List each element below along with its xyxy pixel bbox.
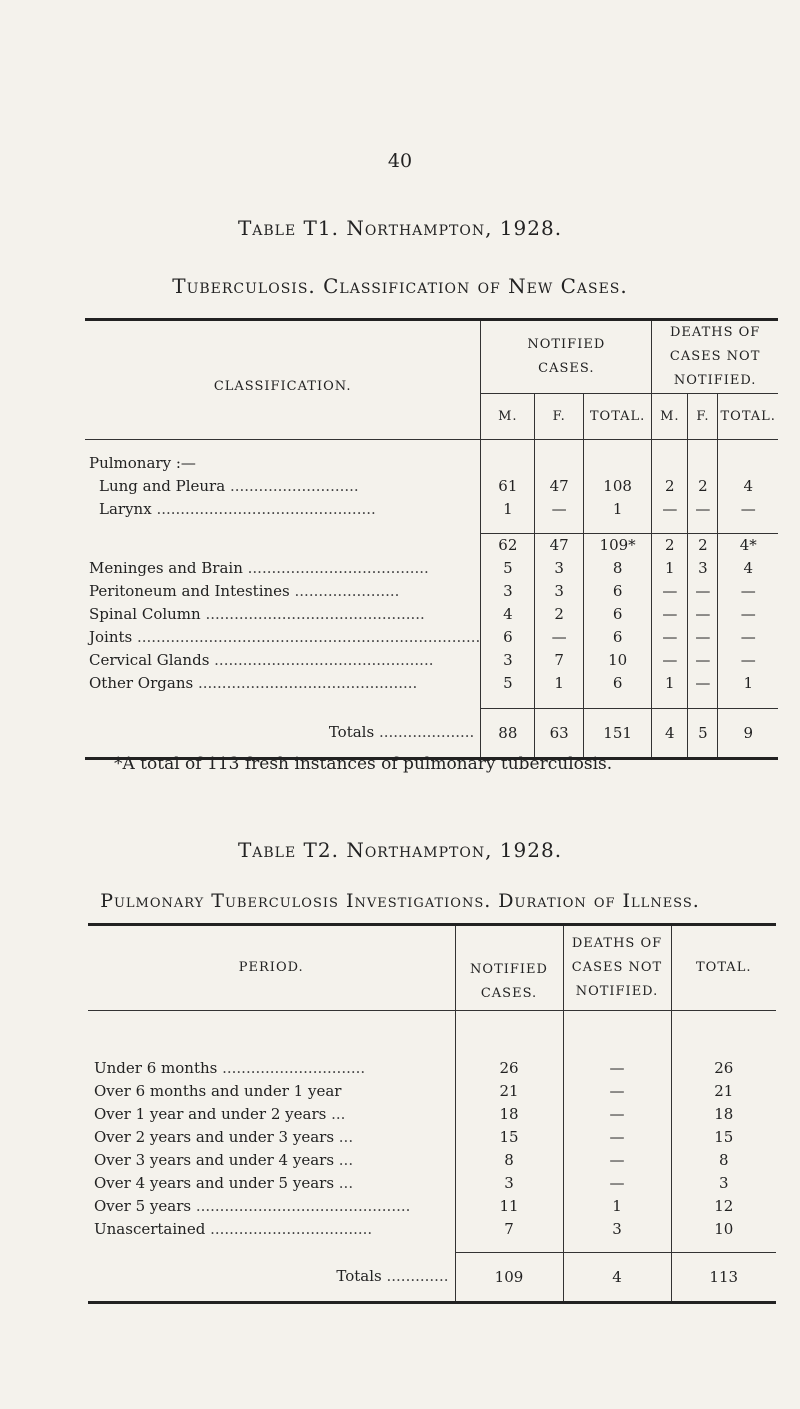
- cell: 7: [535, 649, 584, 672]
- cell: —: [563, 1080, 671, 1103]
- header-notified-cases: NOTIFIED CASES.: [481, 320, 652, 394]
- cell: 4: [718, 475, 778, 498]
- table1: [85, 318, 778, 760]
- row-label: Spinal Column: [89, 604, 201, 623]
- cell: 26: [455, 1057, 563, 1080]
- row-label: Meninges and Brain: [89, 558, 243, 577]
- cell: 6: [583, 603, 651, 626]
- table2-title: Table T2. Northampton, 1928.: [237, 838, 563, 862]
- row-label: Over 6 months and under 1 year: [94, 1081, 342, 1100]
- cell: —: [563, 1057, 671, 1080]
- cell: 4*: [718, 533, 778, 557]
- table1-subtitle: Tuberculosis. Classification of New Cases.: [172, 274, 628, 298]
- row-label: Unascertained: [94, 1219, 206, 1238]
- table-row: Peritoneum and Intestines ...................... 3 3 6 — — —: [85, 580, 778, 603]
- cell: —: [652, 603, 688, 626]
- cell: 2: [688, 475, 718, 498]
- cell: 6: [583, 580, 651, 603]
- header-classification: CLASSIFICATION.: [213, 379, 352, 394]
- cell: 109: [455, 1253, 563, 1303]
- cell: 1: [718, 672, 778, 695]
- cell: —: [688, 603, 718, 626]
- table-row: [88, 1080, 776, 1103]
- cell: —: [563, 1172, 671, 1195]
- row-label: Over 4 years and under 5 years: [94, 1173, 335, 1192]
- cell: —: [652, 626, 688, 649]
- header-deaths-m: M.: [652, 394, 688, 440]
- cell: —: [718, 580, 778, 603]
- cell: —: [718, 649, 778, 672]
- cell: 2: [688, 533, 718, 557]
- table-row: Joints ........................................................................ 6 — 6 — — —: [85, 626, 778, 649]
- cell: —: [652, 649, 688, 672]
- cell: 18: [671, 1103, 776, 1126]
- cell: 2: [652, 533, 688, 557]
- cell: 3: [671, 1172, 776, 1195]
- table-row: Over 1 year and under 2 years ... 18 — 18: [88, 1103, 776, 1126]
- cell: 26: [671, 1057, 776, 1080]
- header-f: F.: [535, 394, 584, 440]
- row-label: Under 6 months: [94, 1058, 218, 1077]
- cell: 61: [481, 475, 535, 498]
- cell: 3: [688, 557, 718, 580]
- cell: 4: [652, 709, 688, 759]
- row-label: Over 3 years and under 4 years: [94, 1150, 335, 1169]
- table2: [88, 923, 776, 1304]
- cell: 109*: [583, 533, 651, 557]
- cell: 1: [652, 557, 688, 580]
- cell: 3: [481, 580, 535, 603]
- cell: 2: [535, 603, 584, 626]
- cell: 6: [583, 626, 651, 649]
- totals-row: Totals ............. 109 4 113: [88, 1253, 776, 1303]
- header-m: M.: [481, 394, 535, 440]
- header-total: TOTAL.: [671, 925, 776, 1011]
- header-total: TOTAL.: [583, 394, 651, 440]
- table-row: Lung and Pleura ........................... 61 47 108 2 2 4: [85, 475, 778, 498]
- cell: 108: [583, 475, 651, 498]
- table-row: Cervical Glands .............................................. 3 7 10 — — —: [85, 649, 778, 672]
- cell: 10: [671, 1218, 776, 1241]
- row-label: Joints: [89, 627, 133, 646]
- cell: —: [688, 649, 718, 672]
- table-row: Under 6 months .............................. 26 — 26: [88, 1057, 776, 1080]
- table-row: Larynx .............................................. 1 — 1 — — —: [85, 498, 778, 521]
- cell: 3: [535, 557, 584, 580]
- cell: 4: [718, 557, 778, 580]
- page-number: 40: [387, 150, 413, 172]
- row-label: Peritoneum and Intestines: [89, 581, 290, 600]
- table-row: Other Organs .............................................. 5 1 6 1 — 1: [85, 672, 778, 695]
- cell: 1: [583, 498, 651, 521]
- cell: —: [688, 626, 718, 649]
- cell: 1: [563, 1195, 671, 1218]
- row-label: Over 5 years: [94, 1196, 192, 1215]
- table-row: Over 5 years ............................................. 11 1 12: [88, 1195, 776, 1218]
- table-row: Over 4 years and under 5 years ... 3 — 3: [88, 1172, 776, 1195]
- header-deaths-not-notified: DEATHS OF CASES NOT NOTIFIED.: [563, 925, 671, 1011]
- cell: 4: [563, 1253, 671, 1303]
- group-label-pulmonary: Pulmonary :—: [89, 454, 196, 472]
- cell: —: [688, 580, 718, 603]
- cell: 151: [583, 709, 651, 759]
- row-label: Over 2 years and under 3 years: [94, 1127, 335, 1146]
- cell: 5: [481, 557, 535, 580]
- cell: —: [688, 672, 718, 695]
- cell: 3: [481, 649, 535, 672]
- table-row: Unascertained .................................. 7 3 10: [88, 1218, 776, 1241]
- cell: 3: [535, 580, 584, 603]
- cell: 15: [671, 1126, 776, 1149]
- cell: 5: [481, 672, 535, 695]
- cell: —: [688, 498, 718, 521]
- header-deaths-f: F.: [688, 394, 718, 440]
- cell: 8: [455, 1149, 563, 1172]
- cell: —: [718, 498, 778, 521]
- cell: 47: [535, 475, 584, 498]
- cell: 12: [671, 1195, 776, 1218]
- table-row: Spinal Column .............................................. 4 2 6 — — —: [85, 603, 778, 626]
- cell: 9: [718, 709, 778, 759]
- totals-row: Totals .................... 88 63 151 4 5 9: [85, 709, 778, 759]
- header-deaths-not-notified: DEATHS OF CASES NOT NOTIFIED.: [652, 320, 778, 394]
- cell: —: [718, 603, 778, 626]
- cell: 3: [455, 1172, 563, 1195]
- row-label: Larynx: [99, 500, 152, 518]
- totals-label: Totals: [336, 1267, 382, 1286]
- cell: 1: [481, 498, 535, 521]
- cell: 88: [481, 709, 535, 759]
- cell: 47: [535, 533, 584, 557]
- cell: —: [652, 498, 688, 521]
- cell: 5: [688, 709, 718, 759]
- cell: 62: [481, 533, 535, 557]
- cell: 18: [455, 1103, 563, 1126]
- table-row: Over 2 years and under 3 years ... 15 — 15: [88, 1126, 776, 1149]
- table1-title: Table T1. Northampton, 1928.: [237, 216, 563, 240]
- cell: 4: [481, 603, 535, 626]
- cell: —: [563, 1126, 671, 1149]
- footnote: *A total of 113 fresh instances of pulmonary tuberculosis.: [114, 754, 613, 774]
- row-label: Lung and Pleura: [99, 477, 226, 495]
- cell: 3: [563, 1218, 671, 1241]
- subtotal-row: [85, 533, 778, 557]
- table-row: Meninges and Brain ...................................... 5 3 8 1 3 4: [85, 557, 778, 580]
- cell: 8: [671, 1149, 776, 1172]
- cell: 7: [455, 1218, 563, 1241]
- totals-label: Totals: [328, 723, 375, 742]
- cell: —: [535, 626, 584, 649]
- cell: 10: [583, 649, 651, 672]
- cell: —: [652, 580, 688, 603]
- row-label: Other Organs: [89, 673, 194, 692]
- row-label: Over 1 year and under 2 years: [94, 1104, 327, 1123]
- header-notified-cases: NOTIFIED CASES.: [455, 925, 563, 1011]
- cell: —: [563, 1149, 671, 1172]
- header-period: PERIOD.: [238, 960, 304, 975]
- cell: 6: [481, 626, 535, 649]
- cell: 2: [652, 475, 688, 498]
- cell: 113: [671, 1253, 776, 1303]
- cell: 6: [583, 672, 651, 695]
- cell: —: [563, 1103, 671, 1126]
- cell: 1: [535, 672, 584, 695]
- cell: —: [535, 498, 584, 521]
- cell: —: [718, 626, 778, 649]
- table-row: Over 3 years and under 4 years ... 8 — 8: [88, 1149, 776, 1172]
- cell: 11: [455, 1195, 563, 1218]
- cell: 21: [455, 1080, 563, 1103]
- row-label: Cervical Glands: [89, 650, 210, 669]
- table2-subtitle: Pulmonary Tuberculosis Investigations. Duration of Illness.: [100, 890, 700, 912]
- cell: 63: [535, 709, 584, 759]
- cell: 15: [455, 1126, 563, 1149]
- cell: 21: [671, 1080, 776, 1103]
- cell: 1: [652, 672, 688, 695]
- cell: 8: [583, 557, 651, 580]
- header-deaths-total: TOTAL.: [718, 394, 778, 440]
